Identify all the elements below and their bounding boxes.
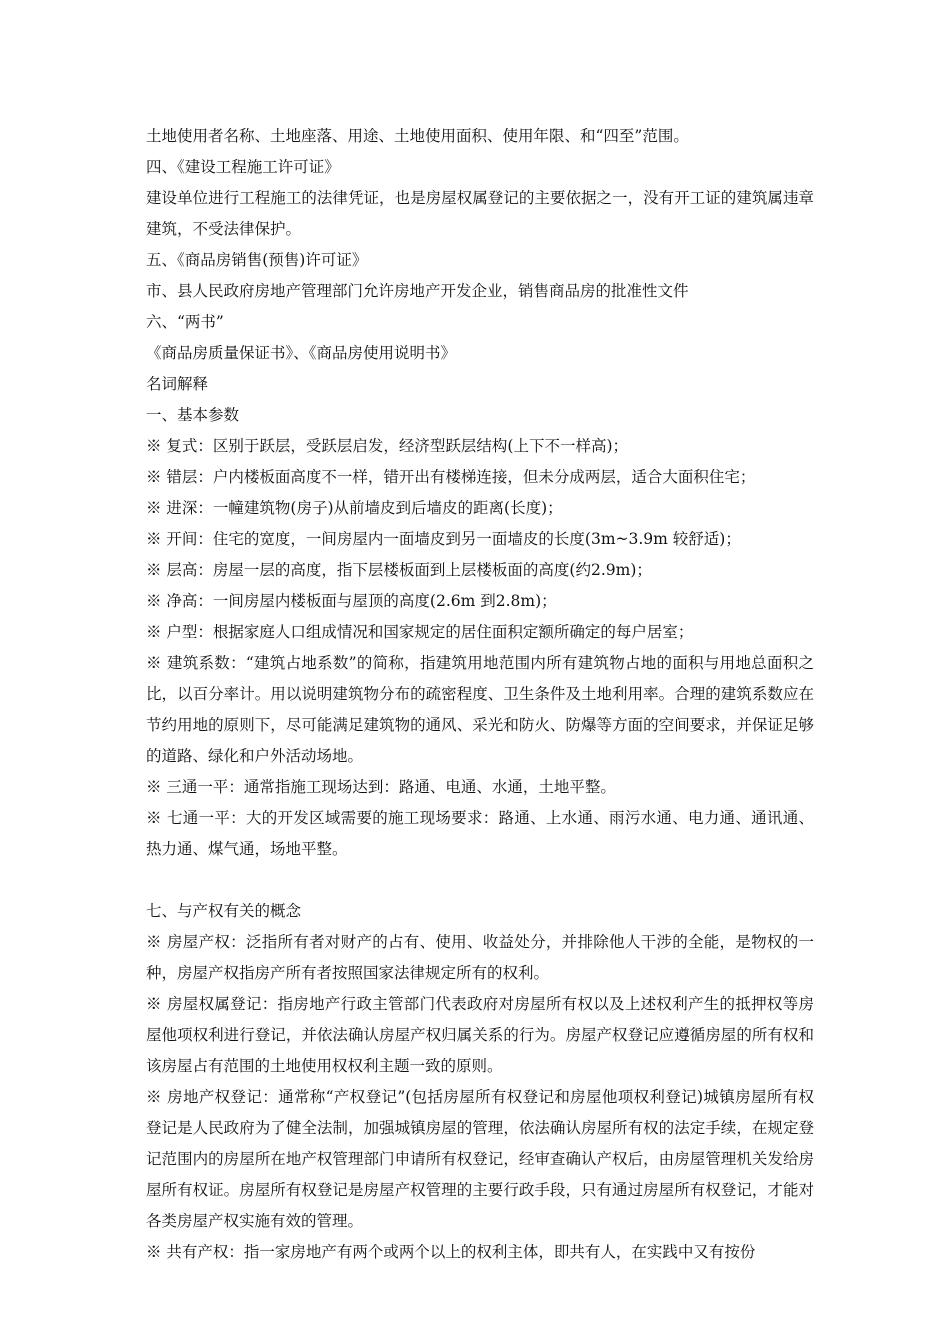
item-house-property-right: ※ 房屋产权：泛指所有者对财产的占有、使用、收益处分，并排除他人干涉的全能，是物权的一种，房屋产权指房产所有者按照国家法律规定所有的权利。 bbox=[146, 933, 814, 982]
item-seven-connections: ※ 七通一平：大的开发区域需要的施工现场要求：路通、上水通、雨污水通、电力通、通讯通、热力通、煤气通，场地平整。 bbox=[146, 809, 814, 858]
item-split-level: ※ 错层：户内楼板面高度不一样，错开出有楼梯连接，但未分成两层，适合大面积住宅； bbox=[146, 468, 756, 486]
paragraph-land-use-info: 土地使用者名称、土地座落、用途、土地使用面积、使用年限、和“四至”范围。 bbox=[146, 127, 689, 145]
heading-two-books: 六、“两书” bbox=[146, 313, 224, 331]
item-building-coverage: ※ 建筑系数：“建筑占地系数”的简称，指建筑用地范围内所有建筑物占地的面积与用地总面积之比，以百分率计。用以说明建筑物分布的疏密程度、卫生条件及土地利用率。合理的建筑系数应在节约用地的原则下，尽可能满足建筑物的通风、采光和防火、防爆等方面的空间要求，并保证足够的道路、绿化和户外活动场地。 bbox=[146, 654, 814, 765]
item-joint-ownership: ※ 共有产权：指一家房地产有两个或两个以上的权利主体，即共有人，在实践中又有按份 bbox=[146, 1243, 756, 1261]
item-ownership-registration: ※ 房屋权属登记：指房地产行政主管部门代表政府对房屋所有权以及上述权利产生的抵押权等房屋他项权利进行登记，并依法确认房屋产权归属关系的行为。房屋产权登记应遵循房屋的所有权和该房屋占有范围的土地使用权权利主题一致的原则。 bbox=[146, 995, 814, 1075]
blank-line bbox=[146, 865, 814, 896]
item-bay-width: ※ 开间：住宅的宽度，一间房屋内一面墙皮到另一面墙皮的长度(3m~3.9m 较舒适)； bbox=[146, 530, 741, 548]
paragraph-sales-permit: 市、县人民政府房地产管理部门允许房地产开发企业，销售商品房的批准性文件 bbox=[146, 282, 689, 300]
item-unit-type: ※ 户型：根据家庭人口组成情况和国家规定的居住面积定额所确定的每户居室； bbox=[146, 623, 694, 641]
item-real-estate-registration: ※ 房地产权登记：通常称“产权登记”(包括房屋所有权登记和房屋他项权利登记)城镇房屋所有权登记是人民政府为了健全法制，加强城镇房屋的管理，依法确认房屋所有权的法定手续，在规定登记范围内的房屋所在地产权管理部门申请所有权登记，经审查确认产权后，由房屋管理机关发给房屋所有权证。房屋所有权登记是房屋产权管理的主要行政手段，只有通过房屋所有权登记，才能对各类房屋产权实施有效的管理。 bbox=[146, 1088, 814, 1230]
item-depth: ※ 进深：一幢建筑物(房子)从前墙皮到后墙皮的距离(长度)； bbox=[146, 499, 563, 517]
paragraph-two-books: 《商品房质量保证书》、《商品房使用说明书》 bbox=[146, 344, 457, 362]
heading-basic-parameters: 一、基本参数 bbox=[146, 406, 240, 424]
document-body bbox=[146, 121, 814, 1268]
item-duplex: ※ 复式：区别于跃层，受跃层启发，经济型跃层结构(上下不一样高)； bbox=[146, 437, 629, 455]
item-clear-height: ※ 净高：一间房屋内楼板面与屋顶的高度(2.6m 到2.8m)； bbox=[146, 592, 557, 610]
heading-sales-permit: 五、《商品房销售(预售)许可证》 bbox=[146, 251, 368, 269]
heading-property-rights: 七、与产权有关的概念 bbox=[146, 902, 302, 920]
item-three-connections: ※ 三通一平：通常指施工现场达到：路通、电通、水通，土地平整。 bbox=[146, 778, 616, 796]
paragraph-construction-permit: 建设单位进行工程施工的法律凭证，也是房屋权属登记的主要依据之一，没有开工证的建筑属违章建筑，不受法律保护。 bbox=[146, 189, 814, 238]
item-floor-height: ※ 层高：房屋一层的高度，指下层楼板面到上层楼板面的高度(约2.9m)； bbox=[146, 561, 652, 579]
heading-glossary: 名词解释 bbox=[146, 375, 209, 393]
heading-construction-permit: 四、《建设工程施工许可证》 bbox=[146, 158, 340, 176]
